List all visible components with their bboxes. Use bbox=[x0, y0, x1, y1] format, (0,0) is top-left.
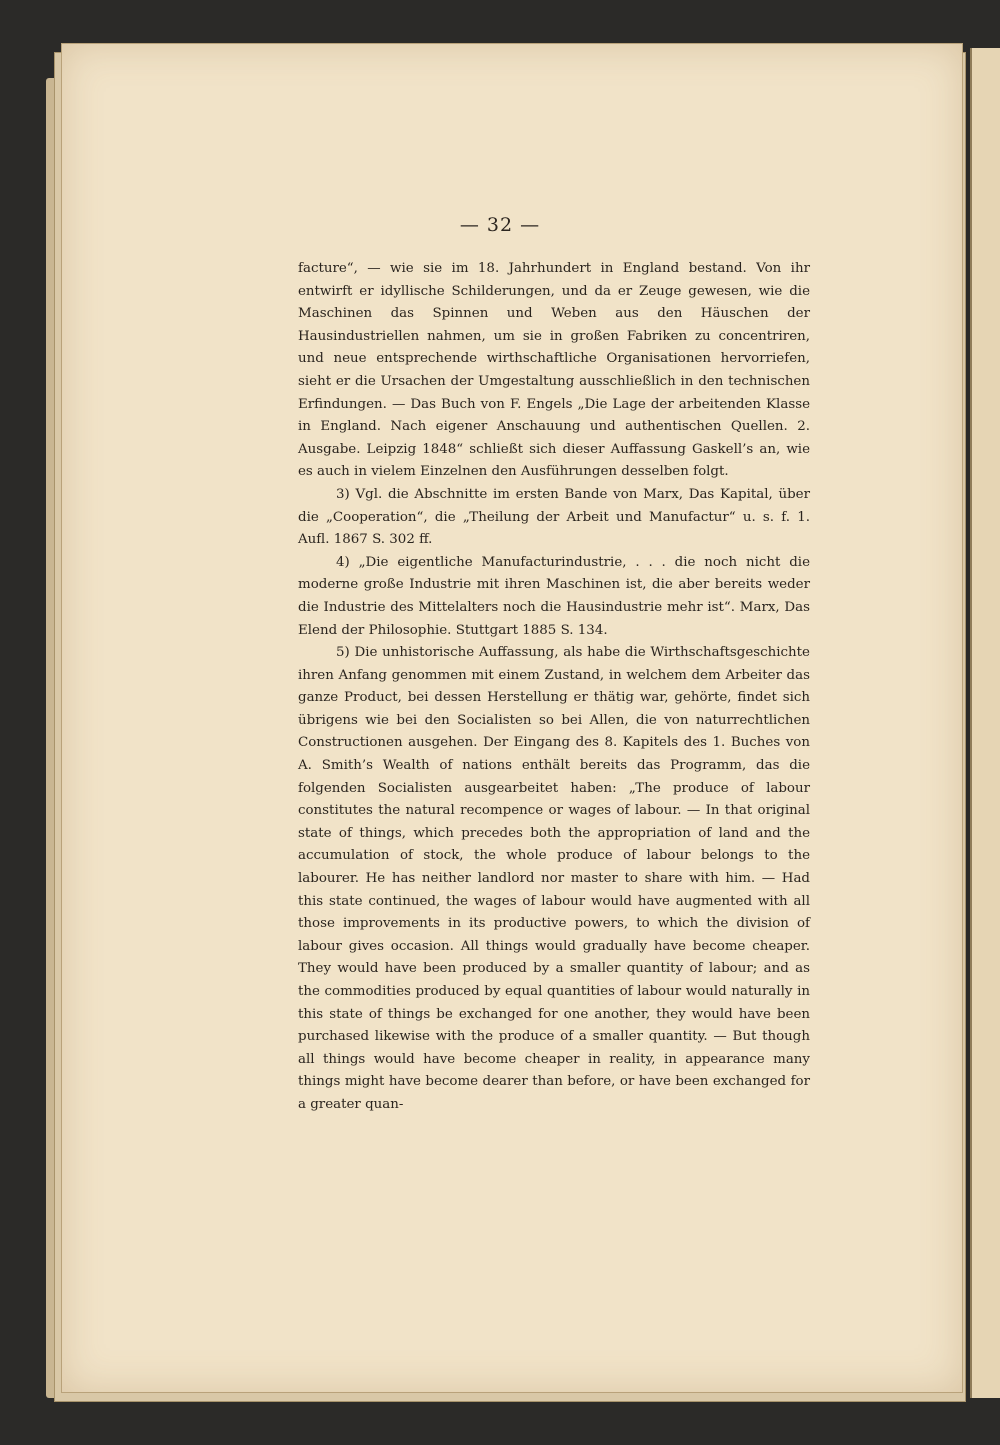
page-text bbox=[298, 258, 810, 1117]
paragraph-continuation: facture“, — wie sie im 18. Jahrhundert in England bestand. Von ihr entwirft er idyllische Schilderungen, und da er Zeuge gewesen, wie die Maschinen das Spinnen und Weben aus den Häuschen der Hausindustriellen nahmen, um sie in großen Fabriken zu concentriren, und neue entsprechende wirthschaftliche Organisationen hervorriefen, sieht er die Ursachen der Umgestaltung ausschließlich in den technischen Erfindungen. — Das Buch von F. Engels „Die Lage der arbeitenden Klasse in England. Nach eigener Anschauung und authentischen Quellen. 2. Ausgabe. Leipzig 1848“ schließt sich dieser Auffassung Gaskell’s an, wie es auch in vielem Einzelnen den Ausführungen desselben folgt. bbox=[298, 261, 810, 480]
footnote-5: 5) Die unhistorische Auffassung, als habe die Wirthschaftsgeschichte ihren Anfang genommen mit einem Zustand, in welchem dem Arbeiter das ganze Product, bei dessen Herstellung er thätig war, gehörte, findet sich übrigens wie bei den Socialisten so bei Allen, die von naturrechtlichen Constructionen ausgehen. Der Eingang des 8. Kapitels des 1. Buches von A. Smith’s Wealth of nations enthält bereits das Programm, das die folgenden Socialisten ausgearbeitet haben: „The produce of labour constitutes the natural recompence or wages of labour. — In that original state of things, which precedes both the appropriation of land and the accumulation of stock, the whole produce of labour belongs to the labourer. He has neither landlord nor master to share with him. — Had this state continued, the wages of labour would have augmented with all those improvements in its productive powers, to which the division of labour gives occasion. All things would gradually have become cheaper. They would have been produced by a smaller quantity of labour; and as the commodities produced by equal quantities of labour would naturally in this state of things be exchanged for one another, they would have been purchased likewise with the produce of a smaller quantity. — But though all things would have become cheaper in reality, in appearance many things might have become dearer than before, or have been exchanged for a greater quan- bbox=[298, 645, 810, 1112]
adjacent-page-edge bbox=[970, 48, 1000, 1398]
page-number: — 32 — bbox=[459, 214, 541, 236]
footnote-4: 4) „Die eigentliche Manufacturindustrie, . . . die noch nicht die moderne große Industrie mit ihren Maschinen ist, die aber bereits weder die Industrie des Mittelalters noch die Hausindustrie mehr ist“. Marx, Das Elend der Philosophie. Stuttgart 1885 S. 134. bbox=[298, 554, 810, 638]
footnote-3: 3) Vgl. die Abschnitte im ersten Bande von Marx, Das Kapital, über die „Cooperation“, die „Theilung der Arbeit und Manufactur“ u. s. f. 1. Aufl. 1867 S. 302 ff. bbox=[298, 486, 810, 548]
